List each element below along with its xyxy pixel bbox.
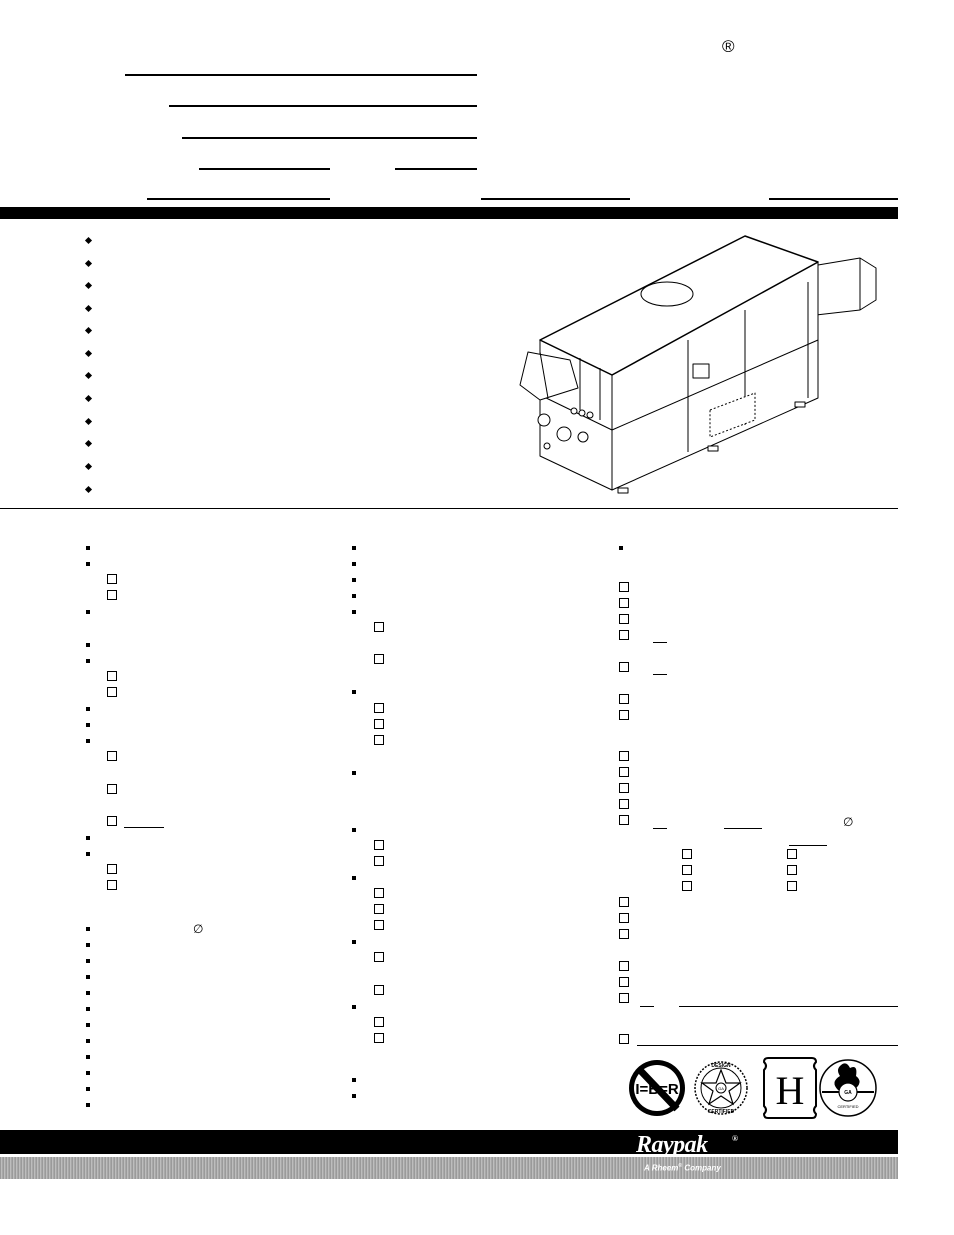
raypak-wordmark: Raypak: [636, 1132, 708, 1158]
raypak-logo: [636, 1131, 746, 1177]
csa-certified-flame-icon: [820, 1060, 876, 1116]
diameter-symbol: ∅: [193, 922, 204, 936]
svg-text:CERTIFIED: CERTIFIED: [707, 1109, 735, 1115]
svg-text:GA: GA: [844, 1090, 852, 1096]
raypak-trademark: ®: [732, 1134, 738, 1143]
svg-text:I=B=R: I=B=R: [635, 1081, 679, 1098]
footer-band: [0, 1130, 898, 1154]
footer-grey-band: [0, 1157, 898, 1179]
rheem-tagline-suffix: Company: [684, 1163, 721, 1173]
asme-h-stamp-icon: [764, 1058, 816, 1118]
rheem-tagline-mark: ®: [678, 1163, 683, 1169]
registered-mark: ®: [722, 37, 735, 56]
diameter-symbol: ∅: [843, 815, 854, 829]
rheem-tagline: [644, 1163, 721, 1173]
svg-text:GA: GA: [718, 1086, 724, 1091]
svg-text:CERTIFIED: CERTIFIED: [837, 1104, 859, 1109]
rheem-tagline-prefix: A Rheem: [644, 1163, 679, 1173]
svg-text:DESIGN: DESIGN: [711, 1063, 731, 1069]
svg-text:H: H: [775, 1068, 805, 1113]
design-certified-star-icon: [695, 1062, 747, 1115]
ibr-mark-icon: [629, 1060, 685, 1116]
